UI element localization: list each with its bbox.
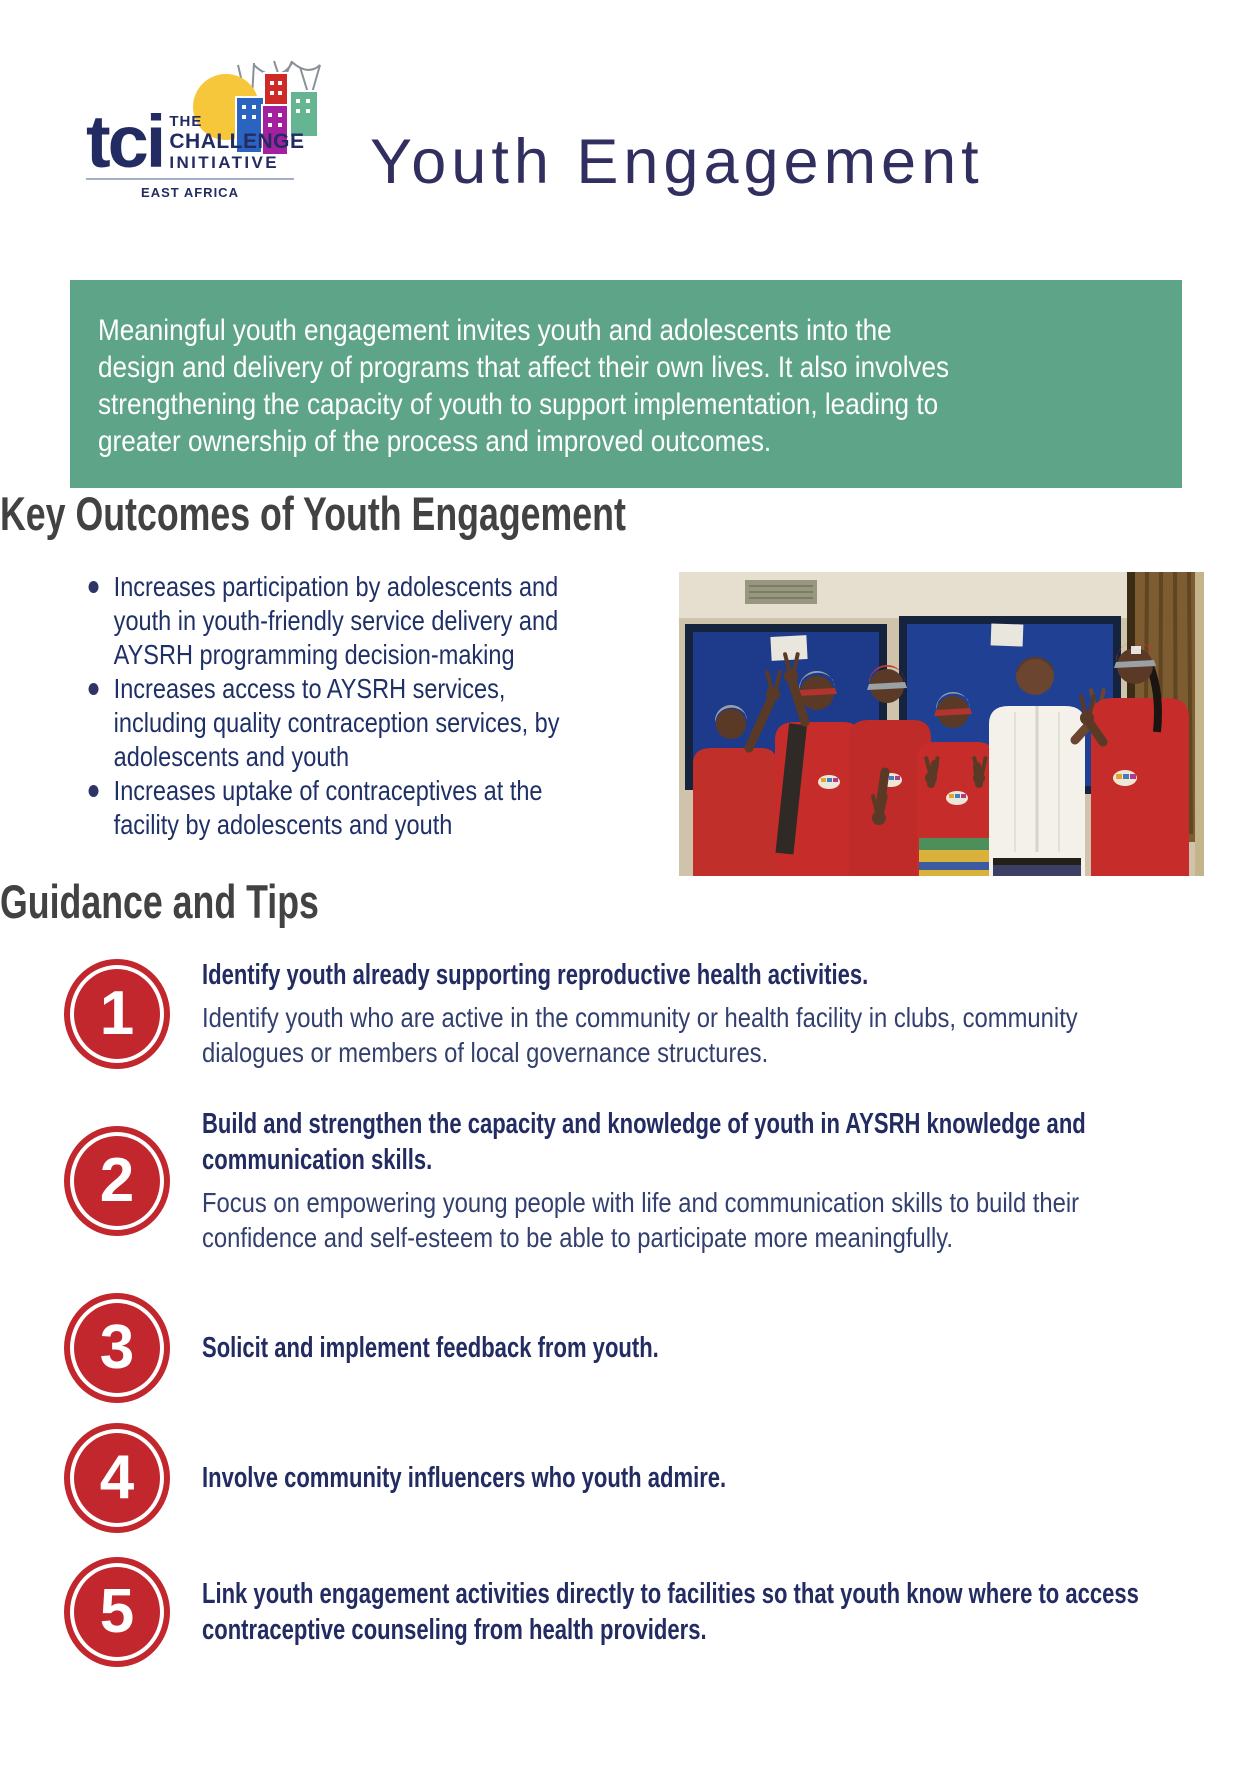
outcomes-row: [70, 570, 1190, 876]
step-number-badge: [64, 1423, 170, 1533]
youth-group-photo: [679, 572, 1204, 876]
header: [0, 0, 1250, 200]
outcome-bullet: Increases participation by adolescents and youth in youth-friendly service delivery and AYSRH programming decision-making: [88, 570, 571, 672]
guidance-item-1: [64, 957, 1190, 1070]
guidance-item-5: [64, 1557, 1190, 1667]
logo-the: THE: [169, 113, 203, 130]
logo-region: EAST AFRICA: [141, 185, 239, 200]
intro-box: [70, 280, 1182, 488]
step-number-badge: [64, 1126, 170, 1236]
step-number-badge: [64, 1293, 170, 1403]
guidance-item-text: [202, 957, 1250, 1070]
step-number: 4: [99, 1443, 135, 1513]
guidance-item-title: Identify youth already supporting reproductive health activities.: [202, 959, 869, 992]
guidance-item-title: Link youth engagement activities directly to facilities so that youth know where to access contraceptive counseling from health providers.: [202, 1578, 1139, 1647]
guidance-item-body: Identify youth who are active in the community or health facility in clubs, community dialogues or members of local governance structures.: [202, 1002, 1078, 1069]
logo-initiative: INITIATIVE: [169, 153, 279, 172]
guidance-item-body: Focus on empowering young people with life and communication skills to build their confidence and self-esteem to be able to participate more meaningfully.: [202, 1187, 1080, 1254]
intro-line: Meaningful youth engagement invites youth and adolescents into the: [98, 314, 892, 347]
step-number: 3: [99, 1313, 135, 1383]
logo-wordmark: [86, 100, 326, 184]
outcomes-list: [70, 570, 571, 876]
guidance-item-3: [64, 1293, 1190, 1403]
step-number-badge: [64, 1557, 170, 1667]
step-number-badge: [64, 959, 170, 1069]
logo-tci-text: tci: [86, 100, 164, 184]
outcome-bullet: Increases uptake of contraceptives at the facility by adolescents and youth: [88, 774, 571, 842]
guidance-item-text: [202, 1460, 1250, 1496]
outcome-bullet: Increases access to AYSRH services, including quality contraception services, by adolescents and youth: [88, 672, 571, 774]
step-number: 1: [99, 978, 135, 1048]
intro-line: strengthening the capacity of youth to support implementation, leading to: [98, 388, 939, 421]
guidance-heading: Guidance and Tips: [0, 874, 319, 928]
guidance-item-2: [64, 1106, 1190, 1255]
step-number: 5: [99, 1577, 135, 1647]
page-title: Youth Engagement: [370, 127, 984, 197]
guidance-item-text: [202, 1106, 1250, 1255]
guidance-list: [64, 957, 1190, 1667]
step-number: 2: [99, 1145, 135, 1215]
intro-line: design and delivery of programs that affect their own lives. It also involves: [98, 351, 950, 384]
key-outcomes-heading: Key Outcomes of Youth Engagement: [0, 487, 626, 540]
guidance-item-title: Solicit and implement feedback from youth.: [202, 1332, 659, 1365]
logo-name-stack: [169, 114, 304, 171]
intro-line: greater ownership of the process and improved outcomes.: [98, 425, 772, 458]
logo-challenge: CHALLENGE: [169, 130, 305, 153]
guidance-item-title: Involve community influencers who youth admire.: [202, 1462, 727, 1495]
guidance-item-title: Build and strengthen the capacity and knowledge of youth in AYSRH knowledge and communication skills.: [202, 1108, 1086, 1177]
guidance-item-text: [202, 1576, 1250, 1648]
tci-logo: [86, 61, 326, 200]
guidance-item-text: [202, 1330, 1250, 1366]
guidance-item-4: [64, 1423, 1190, 1533]
